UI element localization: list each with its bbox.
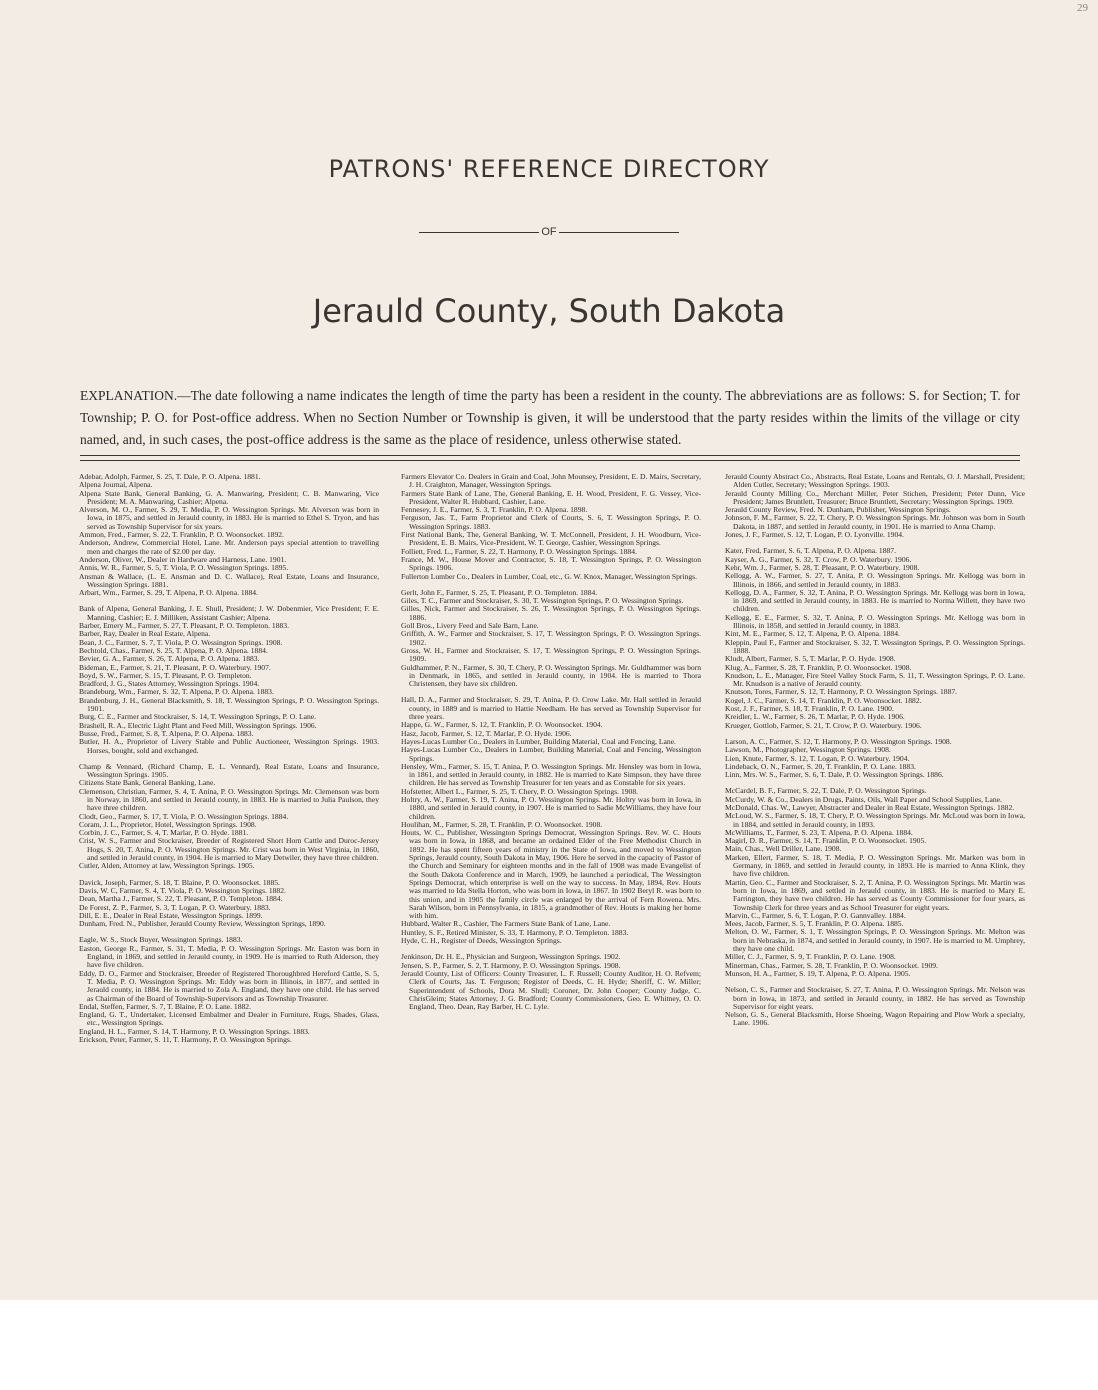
directory-entry: Miller, C. J., Farmer, S. 9, T. Franklin, P. O. Lane. 1908. [725, 952, 896, 962]
directory-entry: Dill, E. E., Dealer in Real Estate, Wessington Springs. 1899. [79, 910, 263, 920]
directory-entry: Jerauld County Milling Co., Merchant Miller, Peter Stichen, President; Peter Dunn, Vice President; James Bruntlett, Treasurer; Bruce Bruntlett, Secretary; Wessington Springs. 1909. [725, 488, 1025, 506]
directory-entry: McLoud, W. S., Farmer, S. 18, T. Chery, P. O. Wessington Springs. Mr. McLoud was born in Iowa, in 1884, and settled in Jerauld county, in 1893. [725, 811, 1026, 829]
directory-entry: Alpena State Bank, General Banking, G. A. Manwaring, President; C. B. Manwaring, Vice President; M. A. Manwaring, Cashier; Alpena. [79, 488, 379, 506]
directory-entry: Knudson, L. E., Manager, Fire Steel Valley Stock Farm, S. 11, T. Wessington Springs, P. O. Lane. Mr. Knudson is a native of Jerauld county. [725, 670, 1025, 689]
directory-entry: Anderson, Andrew, Commercial Hotel, Lane. Mr. Anderson pays special attention to travelling men and charges the rate of $2.00 per day. [79, 538, 379, 556]
divider-rule-left [419, 232, 539, 233]
page-number: 29 [1077, 2, 1088, 14]
directory-entry: Kater, Fred, Farmer, S. 6, T. Alpena, P. O. Alpena. 1887. [725, 546, 896, 556]
directory-entry: Dean, Martha J., Farmer, S. 22, T. Pleasant, P. O. Templeton. 1884. [79, 894, 283, 904]
directory-entry: Klug, A., Farmer, S. 28, T. Franklin, P. O. Woonsocket. 1908. [725, 662, 912, 672]
page-subtitle: Jerauld County, South Dakota [312, 292, 786, 330]
directory-entry: Lindeback, O. N., Farmer, S. 20, T. Franklin, P. O. Lane. 1883. [725, 761, 916, 771]
directory-entry: Barber, Emery M., Farmer, S. 27, T. Pleasant, P. O. Templeton. 1883. [79, 621, 289, 631]
directory-entry: Kellogg, E. E., Farmer, S. 32, T. Anina, P. O. Wessington Springs. Mr. Kellogg was born in Illinois, in 1858, and settled in Jerauld county, in 1883. [725, 612, 1025, 631]
directory-entry: Brandeburg, Wm., Farmer, S. 32, T. Alpena, P. O. Alpena. 1883. [79, 687, 274, 697]
directory-entry: England, G. T., Undertaker, Licensed Embalmer and Dealer in Furniture, Rugs, Shades, Glass, etc., Wessington Springs. [79, 1010, 379, 1028]
directory-entry: Huntley, S. F., Retired Minister, S. 33, T. Harmony, P. O. Templeton. 1883. [401, 927, 629, 937]
directory-entry: Gerlt, John F., Farmer, S. 25, T. Pleasant, P. O. Templeton. 1884. [401, 587, 598, 597]
divider-rule-right [559, 232, 679, 233]
directory-entry: Eddy, D. O., Farmer and Stockraiser, Breeder of Registered Thoroughbred Hereford Cattle, S. 5, T. Media, P. O. Wessington Springs. Mr. Eddy was born in Illinois, in 1877, and settled in Jerauld county, in 1884. He is married to Zola A. England, they have one child. He has served as Chairman of the Board of Township-Supervisors and as Township Treasurer. [79, 968, 379, 1003]
directory-entry: Clodt, Geo., Farmer, S. 17, T. Viola, P. O. Wessington Springs. 1884. [79, 811, 289, 821]
directory-entry: Kreidler, L. W., Farmer, S. 26, T. Marlar, P. O. Hyde. 1906. [725, 712, 905, 722]
directory-entry: Griffith, A. W., Farmer and Stockraiser, S. 17, T. Wessington Springs, P. O. Wessington Springs. 1902. [401, 629, 701, 647]
directory-entry: Gross, W. H., Farmer and Stockraiser, S. 17, T. Wessington Springs, P. O. Wessington Springs. 1909. [401, 645, 701, 664]
directory-entry: Guldhammer, P. N., Farmer, S. 30, T. Chery, P. O. Wessington Springs. Mr. Guldhammer was born in Denmark, in 1865, and settled in Jerauld county, in 1904. He is married to Thora Christensen, they have six children. [401, 662, 701, 689]
directory-entry: France, M. W., House Mover and Contractor, S. 18, T. Wessington Springs, P. O. Wessington Springs. 1906. [401, 554, 701, 573]
directory-entry: Hyde, C. H., Register of Deeds, Wessington Springs. [401, 936, 562, 946]
directory-entry: Hasz, Jacob, Farmer, S. 12, T. Marlar, P. O. Hyde. 1906. [401, 728, 572, 738]
directory-entry: Nelson, G. S., General Blacksmith, Horse Shoeing, Wagon Repairing and Plow Work a specialty, Lane. 1906. [725, 1010, 1025, 1028]
directory-entry: Alpena Journal, Alpena. [79, 480, 153, 490]
directory-entry: Brandenburg, J. H., General Blacksmith, S. 18, T. Wessington Springs, P. O. Wessington Springs. 1901. [79, 695, 379, 714]
directory-entry: Jones, J. F., Farmer, S. 12, T. Logan, P. O. Lyonville. 1904. [725, 530, 904, 540]
directory-entry: McCurdy, W. & Co., Dealers in Drugs, Paints, Oils, Wall Paper and School Supplies, Lane. [725, 794, 1002, 804]
directory-entry: Houts, W. C., Publisher, Wessington Springs Democrat, Wessington Springs. Rev. W. C. Houts was born in Iowa, in 1868, and became an ordained Elder of the Free Methodist Church in 1892. He has spent fifteen years of ministry in the State of Iowa, and moved to Wessington Springs, Jerauld county, South Dakota in May, 1906. Here he served in the capacity of Pastor of the Church and Seminary for eighteen months and in the fall of 1908 was made Evangelist of the South Dakota Conference and in March, 1909, he launched a periodical, The Wessington Springs Democrat, which enterprise is well on the way to success. In May, 1894, Rev. Houts was married to Ida Stella Horton, who was born in Iowa, in 1867. In 1902 Beryl R. was born to this union, and in 1905 the family circle was enlarged by the arrival of Fern Rowena. Mrs. Sarah Wilson, born in Pennsylvania, in 1815, a grandmother of Rev. Houts is making her home with him. [401, 828, 701, 921]
directory-entry: Martin, Geo. C., Farmer and Stockraiser, S. 2, T. Anina, P. O. Wessington Springs. Mr. Martin was born in Iowa, in 1869, and settled in Jerauld county, in 1883. He is married to Mary E. Farrington, they have two children. He has served as County Commissioner for four years, as Township Clerk for three years and as School Treasurer for eight years. [725, 877, 1025, 912]
directory-entry: Minerman, Chas., Farmer, S. 28, T. Franklin, P. O. Woonsocket. 1909. [725, 960, 938, 970]
directory-entry: Hall, D. A., Farmer and Stockraiser, S. 29, T. Anina, P. O. Crow Lake. Mr. Hall settled in Jerauld county, in 1889 and is married to Hattie Needham. He has served as Township Supervisor for three years. [401, 695, 701, 722]
bottom-margin [0, 1300, 1098, 1390]
directory-entry: McDonald, Chas. W., Lawyer, Abstracter and Dealer in Real Estate, Wessington Springs. 1882. [725, 802, 1015, 812]
directory-entry: Marken, Ellert, Farmer, S. 18, T. Media, P. O. Wessington Springs. Mr. Marken was born in Germany, in 1869, and settled in Jerauld county, in 1893. He is married to Anna Klink, they have five children. [725, 852, 1025, 879]
directory-entry: Farmers State Bank of Lane, The, General Banking, E. H. Wood, President, F. G. Vessey, Vice-President, Walter R. Hubbard, Cashier, Lane. [401, 488, 701, 506]
directory-entry: Alverson, M. O., Farmer, S. 29, T. Media, P. O. Wessington Springs. Mr. Alverson was born in Iowa, in 1875, and settled in Jerauld county, in 1883. He is married to Ethel S. Tryon, and has served as Township Supervisor for six years. [79, 505, 379, 531]
directory-entry: Happe, G. W., Farmer, S. 12, T. Franklin, P. O. Woonsocket. 1904. [401, 720, 603, 730]
directory-column-1 [79, 473, 379, 1044]
directory-entry: Ansman & Wallace, (L. E. Ansman and D. C. Wallace), Real Estate, Loans and Insurance, Wessington Springs. 1881. [79, 571, 379, 589]
of-label: OF [541, 226, 557, 238]
directory-entry: Jerauld County, List of Officers: County Treasurer, L. F. Russell; County Auditor, H. O. Refvem; Clerk of Courts, Jas. T. Ferguson; Register of Deeds, C. H. Hyde; Sheriff, C. W. Miller; Superintendent of Schools, Dora M. Shull; Coroner, Dr. John Cooper; County Judge, C. ChrisGleim; States Attorney, J. G. Bradford; County Commissioners, Geo. E. Whitney, O. O. England, Theo. Dean, Ray Barber, H. C. Lyle. [401, 968, 701, 1012]
directory-entry: Kint, M. E., Farmer, S. 12, T. Alpena, P. O. Alpena. 1884. [725, 629, 900, 639]
directory-entry: Bank of Alpena, General Banking, J. E. Shull, President; J. W. Dobenmier, Vice President; F. E. Manning, Cashier; E. J. Milliken, Assistant Cashier; Alpena. [79, 604, 379, 622]
directory-column-3 [725, 473, 1025, 1028]
directory-entry: Melton, O. W., Farmer, S. 1, T. Wessington Springs, P. O. Wessington Springs. Mr. Melton was born in Nebraska, in 1874, and settled in Jerauld county, in 1907. He is married to M. Umphrey, they have one child. [725, 927, 1025, 954]
directory-entry: Kleppin, Paul F., Farmer and Stockraiser, S. 32, T. Wessington Springs, P. O. Wessington Springs. 1888. [725, 637, 1025, 655]
directory-entry: Gilles, Nick, Farmer and Stockraiser, S. 26, T. Wessington Springs, P. O. Wessington Springs. 1886. [401, 604, 701, 622]
directory-entry: Butler, H. A., Proprietor of Livery Stable and Public Auctioneer, Wessington Springs. 1903. Horses, bought, sold and exchanged. [79, 737, 379, 755]
explanation-paragraph: EXPLANATION.—The date following a name indicates the length of time the party has been a resident in the county. The abbreviations are as follows: S. for Section; T. for Township; P. O. for Post-office address. When no Section Number or Township is given, it will be understood that the party resides within the limits of the village or city named, and, in such cases, the post-office address is the same as the place of residence, unless otherwise stated. [80, 388, 1020, 447]
directory-entry: Lien, Knute, Farmer, S. 12, T. Logan, P. O. Waterbury. 1904. [725, 753, 910, 763]
directory-entry: Arbart, Wm., Farmer, S. 29, T. Alpena, P. O. Alpena. 1884. [79, 588, 258, 598]
directory-entry: Knutson, Tores, Farmer, S. 12, T. Harmony, P. O. Wessington Springs. 1887. [725, 687, 958, 697]
directory-entry: Holtry, A. W., Farmer, S. 19, T. Anina, P. O. Wessington Springs. Mr. Holtry was born in Iowa, in 1880, and settled in Jerauld county, in 1907. He is married to Sadie McWilliams, they have four children. [401, 794, 701, 821]
directory-entry: Hayes-Lucas Lumber Co., Dealers in Lumber, Building Material, Coal and Fencing, Lane. [401, 736, 676, 746]
directory-entry: Boyd, S. W., Farmer, S. 15, T. Pleasant, P. O. Templeton. [79, 670, 252, 680]
directory-entry: Eagle, W. S., Stock Buyer, Wessington Springs. 1883. [79, 935, 243, 945]
directory-entry: Bean, J. C., Farmer, S. 7, T. Viola, P. O. Wessington Springs. 1908. [79, 637, 283, 647]
directory-entry: Busse, Fred., Farmer, S. 8, T. Alpena, P. O. Alpena. 1883. [79, 728, 254, 738]
directory-entry: Coram, J. L., Proprietor, Hotel, Wessington Springs. 1908. [79, 819, 257, 829]
directory-entry: Jerauld County Abstract Co., Abstracts, Real Estate, Loans and Rentals, O. J. Marshall, President; Alden Cutler, Secretary; Wessington Springs. 1903. [725, 472, 1025, 490]
directory-entry: Corbin, J. C., Farmer, S. 4, T. Marlar, P. O. Hyde. 1881. [79, 828, 249, 838]
directory-entry: Marvin, C., Farmer, S. 6, T. Logan, P. O. Gannvalley. 1884. [725, 910, 906, 920]
directory-entry: Mees, Jacob, Farmer, S. 5, T. Franklin, P. O. Alpena. 1885. [725, 919, 904, 929]
directory-entry: McCardel, B. F., Farmer, S. 22, T. Dale, P. O. Wessington Springs. [725, 786, 927, 796]
directory-entry: Jerauld County Review, Fred. N. Dunham, Publisher, Wessington Springs. [725, 505, 951, 515]
directory-entry: Munson, H. A., Farmer, S. 19, T. Alpena, P. O. Alpena. 1905. [725, 968, 911, 978]
directory-entry: Farmers Elevator Co. Dealers in Grain and Coal, John Mounsey, President, E. D. Mairs, Secretary, J. H. Craighton, Manager, Wessington Springs. [401, 472, 701, 490]
directory-entry: Kayser, A. G., Farmer, S. 32, T. Crow, P. O. Waterbury. 1906. [725, 554, 912, 564]
directory-entry: Bideman, E., Farmer, S. 21, T. Pleasant, P. O. Waterbury. 1907. [79, 662, 271, 672]
directory-entry: Kogel, J. C., Farmer, S. 14, T. Franklin, P. O. Woonsocket. 1882. [725, 695, 922, 705]
directory-entry: Folliett, Fred. L., Farmer, S. 22, T. Harmony, P. O. Wessington Springs. 1884. [401, 546, 637, 556]
directory-entry: Bevier, G. A., Farmer, S. 26, T. Alpena, P. O. Alpena. 1883. [79, 654, 260, 664]
directory-entry: Fennesey, J. E., Farmer, S. 3, T. Franklin, P. O. Alpena. 1898. [401, 505, 588, 515]
directory-entry: Nelson, C. S., Farmer and Stockraiser, S. 27, T. Anina, P. O. Wessington Springs. Mr. Nelson was born in Iowa, in 1873, and settled in Jerauld county, in 1882. He has served as Township Supervisor for eight years. [725, 985, 1025, 1011]
directory-entry: Houlihan, M., Farmer, S. 28, T. Franklin, P. O. Woonsocket. 1908. [401, 819, 603, 829]
directory-entry: First National Bank, The, General Banking, W. T. McConnell, President, J. H. Woodburn, Vice-President, E. B. Mairs, Vice-President, W. T. George, Cashier, Wessington Springs. [401, 530, 701, 548]
directory-entry: Crist, W. S., Farmer and Stockraiser, Breeder of Registered Short Horn Cattle and Duroc-Jersey Hogs, S. 20, T. Anina, P. O. Wessington Springs. Mr. Crist was born in West Virginia, in 1860, and settled in Jerauld county, in 1904. He is married to Mary Detwiler, they have three children. [79, 836, 379, 863]
directory-entry: Kludt, Albert, Farmer, S. 5, T. Marlar, P. O. Hyde. 1908. [725, 654, 896, 664]
directory-entry: Linn, Mrs. W. S., Farmer, S. 6, T. Dale, P. O. Wessington Springs. 1886. [725, 770, 944, 780]
directory-entry: Jenkinson, Dr. H. E., Physician and Surgeon, Wessington Springs. 1902. [401, 952, 621, 962]
directory-entry: Jensen, S. P., Farmer, S. 2, T. Harmony, P. O. Wessington Springs. 1908. [401, 960, 621, 970]
directory-entry: England, H. L., Farmer, S. 14, T. Harmony, P. O. Wessington Springs. 1883. [79, 1026, 310, 1036]
directory-entry: Citizens State Bank, General Banking, Lane. [79, 778, 216, 788]
directory-entry: Champ & Vennard, (Richard Champ, E. L. Vennard), Real Estate, Loans and Insurance, Wessington Springs. 1905. [79, 761, 379, 780]
directory-entry: Main, Chas., Well Driller, Lane. 1908. [725, 844, 842, 854]
directory-entry: Hofstetter, Albert L., Farmer, S. 25, T. Chery, P. O. Wessington Springs. 1908. [401, 786, 639, 796]
directory-entry: Hubbard, Walter R., Cashier, The Farmers State Bank of Lane, Lane. [401, 919, 611, 929]
directory-entry: Cutler, Alden, Attorney at law, Wessington Springs. 1905. [79, 861, 255, 871]
directory-entry: Annis, W. R., Farmer, S. 5, T. Viola, P. O. Wessington Springs. 1895. [79, 563, 289, 573]
directory-entry: Easton, George R., Farmer, S. 31, T. Media, P. O. Wessington Springs. Mr. Easton was born in England, in 1869, and settled in Jerauld county, in 1909. He is married to Ruth Alderson, they have five children. [79, 943, 379, 970]
directory-entry: Lawson, M., Photographer, Wessington Springs. 1908. [725, 745, 891, 755]
directory-entry: Johnson, F. M., Farmer, S. 22, T. Chery, P. O. Wessington Springs. Mr. Johnson was born in South Dakota, in 1887, and settled in Jerauld county, in 1901. He is married to Anna Champ. [725, 513, 1025, 531]
directory-entry: Davis, W. C, Farmer, S. 4, T. Viola, P. O. Wessington Springs. 1882. [79, 885, 286, 895]
directory-entry: Adebar, Adolph, Farmer, S. 25, T. Dale, P. O. Alpena. 1881. [79, 472, 261, 481]
directory-entry: McWilliams, T., Farmer, S. 23, T. Alpena, P. O. Alpena. 1884. [725, 827, 913, 837]
directory-entry: Clemenson, Christian, Farmer, S. 4, T. Anina, P. O. Wessington Springs. Mr. Clemenson was born in Norway, in 1860, and settled in Jerauld county, in 1883. He is married to Julia Paulson, they have three children. [79, 786, 379, 813]
directory-entry: Ammon, Fred., Farmer, S. 22, T. Franklin, P. O. Woonsocket. 1892. [79, 530, 284, 540]
directory-entry: Endal, Steffen, Farmer, S. 7, T. Blaine, P. O. Lane. 1882. [79, 1001, 252, 1011]
directory-entry: Hensley, Wm., Farmer, S. 15, T. Anina, P. O. Wessington Springs. Mr. Hensley was born in Iowa, in 1861, and settled in Jerauld county, in 1882. He is married to Kate Simpson, they have three children. He has served as Township Treasurer for ten years and as Constable for six years. [401, 761, 701, 788]
directory-entry: Kehr, Wm. J., Farmer, S. 28, T. Pleasant, P. O. Waterbury. 1908. [725, 562, 920, 572]
of-divider [0, 226, 1098, 238]
directory-entry: Krueger, Gottlob, Farmer, S. 21, T. Crow, P. O. Waterbury. 1906. [725, 720, 922, 730]
directory-entry: Barber, Ray, Dealer in Real Estate, Alpena. [79, 629, 211, 639]
directory-column-2 [401, 473, 701, 1011]
directory-entry: Bradford, J. G., States Attorney, Wessington Springs. 1904. [79, 679, 260, 689]
directory-entry: Brashell, R. A., Electric Light Plant and Feed Mill, Wessington Springs. 1906. [79, 720, 317, 730]
directory-entry: Burg, C. E., Farmer and Stockraiser, S. 14, T. Wessington Springs, P. O. Lane. [79, 712, 317, 722]
directory-entry: Magirl, D. R., Farmer, S. 14, T. Franklin, P. O. Woonsocket. 1905. [725, 836, 927, 846]
directory-entry: De Forest, Z. P., Farmer, S. 3, T. Logan, P. O. Waterbury. 1883. [79, 902, 271, 912]
directory-entry: Hayes-Lucas Lumber Co., Dealers in Lumber, Building Material, Coal and Fencing, Wessington Springs. [401, 745, 701, 763]
directory-entry: Goll Bros., Livery Feed and Sale Barn, Lane. [401, 621, 539, 631]
directory-entry: Ferguson, Jas. T., Farm Proprietor and Clerk of Courts, S. 6, T. Wessington Springs, P. O. Wessington Springs. 1883. [401, 513, 701, 531]
directory-entry: Kost, J. F., Farmer, S. 18, T. Franklin, P. O. Lane. 1900. [725, 704, 894, 714]
directory-entry: Larson, A. C., Farmer, S. 12, T. Harmony, P. O. Wessington Springs. 1908. [725, 736, 952, 746]
directory-entry: Erickson, Peter, Farmer, S. 11, T. Harmony, P. O. Wessington Springs. [79, 1035, 292, 1044]
directory-entry: Fullerton Lumber Co., Dealers in Lumber, Coal, etc., G. W. Knox, Manager, Wessington Springs. [401, 571, 698, 581]
section-divider [80, 455, 1020, 461]
page-title: PATRONS' REFERENCE DIRECTORY [328, 155, 770, 183]
directory-entry: Bechtold, Chas., Farmer, S. 25, T. Alpena, P. O. Alpena. 1884. [79, 645, 268, 655]
directory-entry: Giles, T. C., Farmer and Stockraiser, S. 30, T. Wessington Springs, P. O. Wessington Springs. [401, 596, 684, 606]
directory-entry: Kellogg, A. W., Farmer, S. 27, T. Anita, P. O. Wessington Springs. Mr. Kellogg was born in Illinois, in 1866, and settled in Jerauld county, in 1883. [725, 571, 1025, 589]
directory-entry: Dunham, Fred. N., Publisher, Jerauld County Review, Wessington Springs, 1890. [79, 919, 326, 929]
directory-entry: Anderson, Oliver, W., Dealer in Hardware and Harness, Lane. 1901. [79, 554, 287, 564]
directory-entry: Davick, Joseph, Farmer, S. 18, T. Blaine, P. O. Woonsocket. 1885. [79, 877, 280, 887]
directory-entry: Kellogg, D. A., Farmer, S. 32, T. Anina, P. O. Wessington Springs. Mr. Kellogg was born in Iowa, in 1869, and settled in Jerauld county, in 1883. He is married to Norma Willett, they have two children. [725, 587, 1025, 614]
